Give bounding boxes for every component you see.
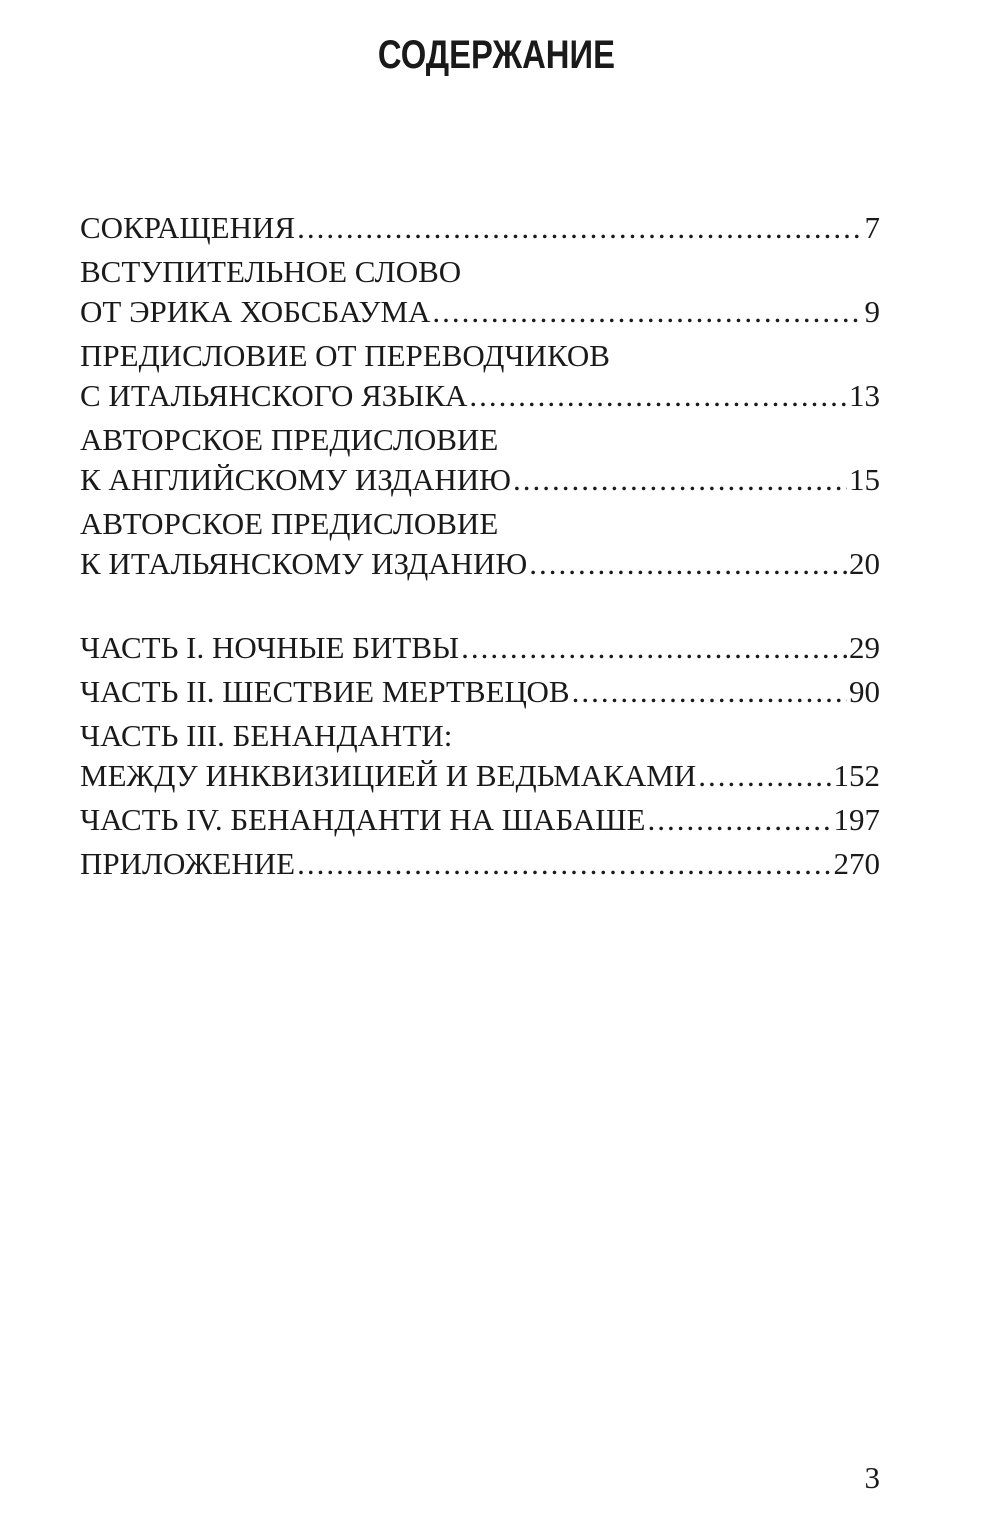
toc-entry-page: 15 [849,462,880,497]
page-title: СОДЕРЖАНИЕ [377,33,615,77]
toc-entry-page: 197 [833,802,880,837]
dot-leader [297,208,862,248]
toc-entry-label: ЧАСТЬ I. НОЧНЫЕ БИТВЫ [80,630,460,665]
toc-entry-row [80,376,880,416]
toc-entry-translators-preface[interactable] [80,336,880,416]
dot-leader [529,544,847,584]
toc-entry-part-3[interactable] [80,716,880,796]
toc-entry-label: ПРИЛОЖЕНИЕ [80,846,296,881]
page-number: 3 [864,1460,880,1495]
toc-entry-appendix[interactable] [80,844,880,884]
dot-leader [297,844,831,884]
toc-entry-author-preface-italian[interactable] [80,504,880,584]
dot-leader [698,756,831,796]
toc-entry-row [80,756,880,796]
toc-entry-label: С ИТАЛЬЯНСКОГО ЯЗЫКА [80,378,468,413]
toc-entry-label: ЧАСТЬ II. ШЕСТВИЕ МЕРТВЕЦОВ [80,674,570,709]
toc-entry-author-preface-english[interactable] [80,420,880,500]
toc-entry-label: ОТ ЭРИКА ХОБСБАУМА [80,294,431,329]
toc-entry-page: 13 [849,378,880,413]
dot-leader [513,460,847,500]
toc-entry-label-line1: ЧАСТЬ III. БЕНАНДАНТИ: [80,718,453,753]
toc-entry-page: 7 [864,210,880,245]
toc-entry-introduction[interactable] [80,252,880,332]
toc-entry-page: 270 [833,846,880,881]
toc-entry-part-1[interactable] [80,628,880,668]
toc-entry-label-line1: АВТОРСКОЕ ПРЕДИСЛОВИЕ [80,506,499,541]
toc-entry-row [80,544,880,584]
toc-entry-label-line1: ВСТУПИТЕЛЬНОЕ СЛОВО [80,254,462,289]
toc-entry-label: К ИТАЛЬЯНСКОМУ ИЗДАНИЮ [80,546,528,581]
dot-leader [432,292,862,332]
toc-entry-row [80,672,880,712]
toc-entry-row [80,460,880,500]
toc-entry-part-4[interactable] [80,800,880,840]
toc-entry-row [80,844,880,884]
dot-leader [647,800,831,840]
toc-entry-label-line1: АВТОРСКОЕ ПРЕДИСЛОВИЕ [80,422,499,457]
toc-entry-page: 152 [833,758,880,793]
toc-front-matter [80,208,880,588]
toc-entry-part-2[interactable] [80,672,880,712]
toc-entry-label: МЕЖДУ ИНКВИЗИЦИЕЙ И ВЕДЬМАКАМИ [80,758,697,793]
toc-parts [80,628,880,888]
toc-entry-label: К АНГЛИЙСКОМУ ИЗДАНИЮ [80,462,512,497]
toc-entry-row [80,208,880,248]
toc-entry-label-line1: ПРЕДИСЛОВИЕ ОТ ПЕРЕВОДЧИКОВ [80,338,610,373]
toc-entry-row [80,800,880,840]
toc-entry-page: 20 [849,546,880,581]
dot-leader [461,628,847,668]
dot-leader [572,672,847,712]
toc-entry-label: ЧАСТЬ IV. БЕНАНДАНТИ НА ШАБАШЕ [80,802,646,837]
toc-entry-row [80,628,880,668]
dot-leader [469,376,847,416]
toc-entry-page: 9 [864,294,880,329]
toc-entry-label: СОКРАЩЕНИЯ [80,210,296,245]
toc-entry-page: 29 [849,630,880,665]
toc-entry-abbreviations[interactable] [80,208,880,248]
toc-entry-row [80,292,880,332]
toc-entry-page: 90 [849,674,880,709]
